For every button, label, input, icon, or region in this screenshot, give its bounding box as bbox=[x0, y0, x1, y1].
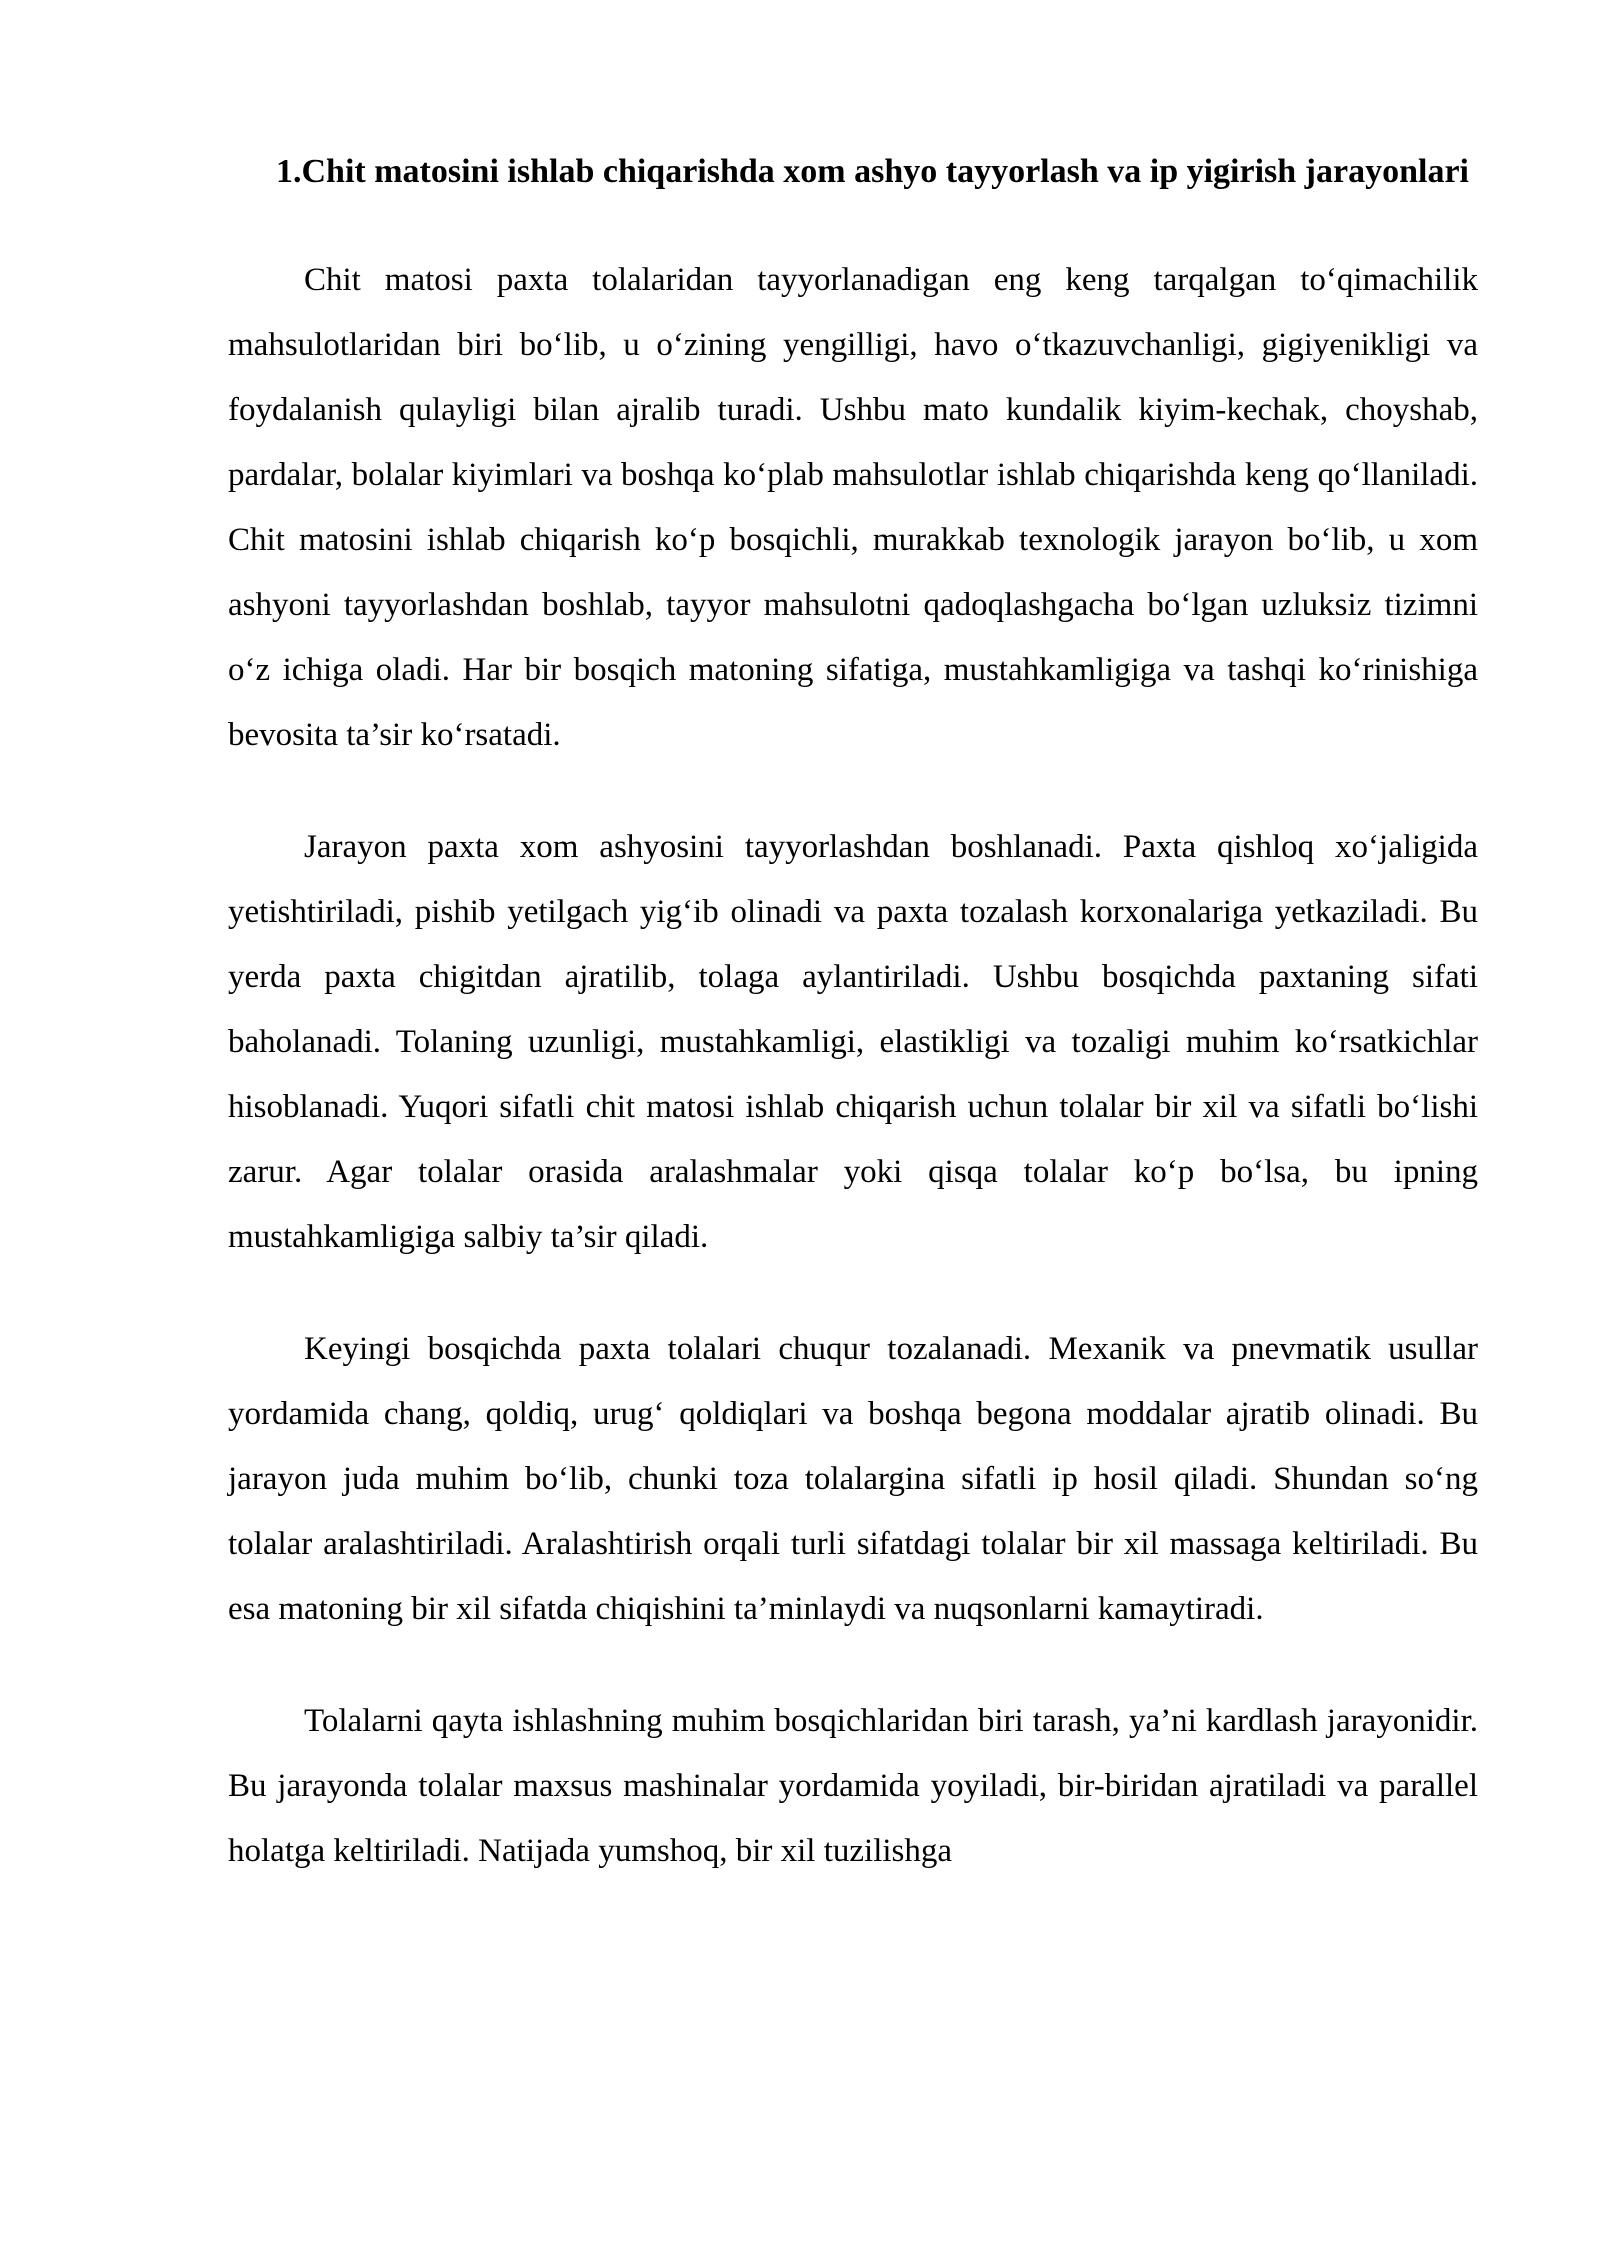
paragraph-2: Jarayon paxta xom ashyosini tayyorlashdan boshlanadi. Paxta qishloq xo‘jaligida yetishtiriladi, pishib yetilgach yig‘ib olinadi va paxta tozalash korxonalariga yetkaziladi. Bu yerda paxta chigitdan ajratilib, tolaga aylantiriladi. Ushbu bosqichda paxtaning sifati baholanadi. Tolaning uzunligi, mustahkamligi, elastikligi va tozaligi muhim ko‘rsatkichlar hisoblanadi. Yuqori sifatli chit matosi ishlab chiqarish uchun tolalar bir xil va sifatli bo‘lishi zarur. Agar tolalar orasida aralashmalar yoki qisqa tolalar ko‘p bo‘lsa, bu ipning mustahkamligiga salbiy ta’sir qiladi. bbox=[228, 829, 1478, 1255]
document-page bbox=[228, 140, 1478, 1884]
paragraph-3: Keyingi bosqichda paxta tolalari chuqur tozalanadi. Mexanik va pnevmatik usullar yordamida chang, qoldiq, urug‘ qoldiqlari va boshqa begona moddalar ajratib olinadi. Bu jarayon juda muhim bo‘lib, chunki toza tolalargina sifatli ip hosil qiladi. Shundan so‘ng tolalar aralashtiriladi. Aralashtirish orqali turli sifatdagi tolalar bir xil massaga keltiriladi. Bu esa matoning bir xil sifatda chiqishini ta’minlaydi va nuqsonlarni kamaytiradi. bbox=[228, 1331, 1478, 1627]
paragraph-4: Tolalarni qayta ishlashning muhim bosqichlaridan biri tarash, ya’ni kardlash jarayonidir. Bu jarayonda tolalar maxsus mashinalar yordamida yoyiladi, bir-biridan ajratiladi va parallel holatga keltiriladi. Natijada yumshoq, bir xil tuzilishga bbox=[228, 1703, 1478, 1869]
section-heading: 1.Chit matosini ishlab chiqarishda xom ashyo tayyorlash va ip yigirish jarayonlari bbox=[276, 153, 1469, 190]
paragraph-1: Chit matosi paxta tolalaridan tayyorlanadigan eng keng tarqalgan to‘qimachilik mahsulotlaridan biri bo‘lib, u o‘zining yengilligi, havo o‘tkazuvchanligi, gigiyenikligi va foydalanish qulayligi bilan ajralib turadi. Ushbu mato kundalik kiyim-kechak, choyshab, pardalar, bolalar kiyimlari va boshqa ko‘plab mahsulotlar ishlab chiqarishda keng qo‘llaniladi. Chit matosini ishlab chiqarish ko‘p bosqichli, murakkab texnologik jarayon bo‘lib, u xom ashyoni tayyorlashdan boshlab, tayyor mahsulotni qadoqlashgacha bo‘lgan uzluksiz tizimni o‘z ichiga oladi. Har bir bosqich matoning sifatiga, mustahkamligiga va tashqi ko‘rinishiga bevosita ta’sir ko‘rsatadi. bbox=[228, 262, 1478, 753]
